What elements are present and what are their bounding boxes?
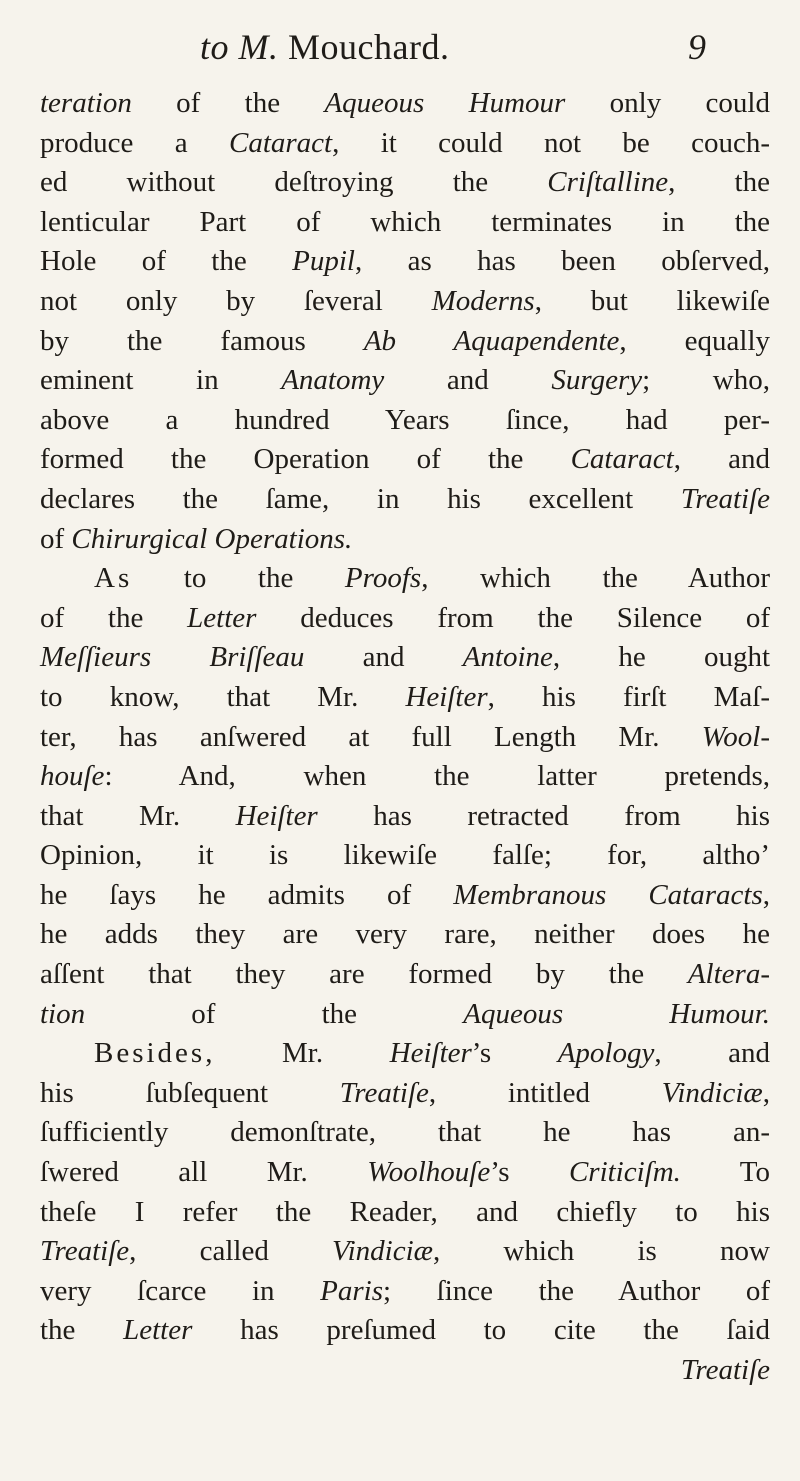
text-segment: Besides, [94, 1037, 216, 1070]
text-line [40, 84, 770, 124]
text-segment: Mr. [215, 1037, 390, 1070]
text-segment: and [384, 364, 552, 397]
text-segment: , called [129, 1235, 333, 1268]
italic-text: Surgery [551, 364, 643, 397]
text-line [40, 1272, 770, 1312]
text-line [40, 203, 770, 243]
text-segment: the [40, 1314, 124, 1347]
text-segment: to know, that Mr. [40, 680, 406, 713]
running-header [0, 20, 800, 80]
text-segment: , which the Author [421, 562, 770, 595]
text-segment: Opinion, it is likewiſe falſe; for, altho’ [40, 839, 770, 872]
italic-text: Ab Aquapendente [363, 324, 620, 357]
text-segment: he ſays he admits of [40, 878, 454, 911]
italic-text: Heiſter [405, 680, 488, 713]
text-segment: ; ſince the Author of [382, 1274, 770, 1307]
italic-text: Cataract [228, 126, 333, 159]
italic-text: Paris [320, 1274, 383, 1307]
text-segment: aſſent that they are formed by the [40, 958, 688, 991]
text-segment: to the [132, 562, 345, 595]
text-segment: ’s [490, 1156, 569, 1189]
italic-text: Aqueous Humour. [463, 997, 770, 1030]
italic-text: Cataract [570, 443, 674, 476]
text-segment: his ſubſequent [40, 1076, 340, 1109]
text-segment: of the [40, 601, 188, 634]
italic-text: Moderns [431, 284, 535, 317]
text-segment: theſe I refer the Reader, and chiefly to his [40, 1195, 770, 1228]
running-title [200, 26, 449, 68]
text-line [40, 1153, 770, 1193]
running-title-name: Mouchard. [278, 27, 450, 67]
text-segment: , and [673, 443, 770, 476]
italic-text: Pupil [292, 245, 355, 278]
italic-text: houſe [40, 760, 105, 793]
text-segment: , intitled [428, 1076, 662, 1109]
text-segment: , equally [619, 324, 770, 357]
text-segment: of [40, 522, 72, 555]
italic-text: tion [40, 997, 86, 1030]
italic-text: Criſtalline [547, 166, 669, 199]
text-line [40, 1193, 770, 1233]
text-segment: ſufficiently demonſtrate, that he has an- [40, 1116, 770, 1149]
text-line [40, 638, 770, 678]
text-segment: above a hundred Years ſince, had per- [40, 403, 770, 436]
text-line [40, 322, 770, 362]
italic-text: Criticiſm. [568, 1156, 681, 1189]
text-segment: eminent in [40, 364, 282, 397]
text-segment: ſwered all Mr. [40, 1156, 368, 1189]
text-segment: , and [654, 1037, 771, 1070]
text-line [40, 440, 770, 480]
italic-text: Proofs [344, 562, 422, 595]
text-segment: by the famous [40, 324, 364, 357]
text-line [40, 757, 770, 797]
text-line [40, 915, 770, 955]
text-segment: of the [85, 997, 464, 1030]
italic-text: Woolhouſe [367, 1156, 491, 1189]
italic-text: Apology [557, 1037, 655, 1070]
text-line [40, 678, 770, 718]
text-segment: , [762, 1076, 770, 1109]
italic-text: Membranous Cataracts [453, 878, 763, 911]
text-segment: : And, when the latter pretends, [104, 760, 770, 793]
text-segment: only could [565, 87, 770, 119]
text-segment: has preſumed to cite the ſaid [192, 1314, 770, 1347]
text-segment: ed without deſtroying the [40, 166, 548, 199]
text-segment: that Mr. [40, 799, 236, 832]
italic-text: Treatiſe [40, 1235, 130, 1268]
text-segment: To [680, 1156, 770, 1189]
text-line [40, 995, 770, 1035]
italic-text: Letter [187, 601, 257, 634]
text-segment: , his firſt Maſ- [487, 680, 770, 713]
text-line [40, 282, 770, 322]
italic-text: Anatomy [281, 364, 385, 397]
text-segment: not only by ſeveral [40, 284, 432, 317]
text-segment: and [304, 641, 463, 674]
italic-text: Aqueous Humour [324, 87, 566, 119]
italic-text: Treatiſe [680, 482, 770, 515]
text-line [40, 797, 770, 837]
text-line [40, 876, 770, 916]
body-text [40, 84, 770, 1391]
text-segment: As [94, 562, 133, 595]
text-line [40, 1113, 770, 1153]
text-segment: declares the ſame, in his excellent [40, 482, 681, 515]
text-line [40, 242, 770, 282]
text-line [40, 124, 770, 164]
text-segment: lenticular Part of which terminates in the [40, 205, 770, 238]
page-number: 9 [688, 27, 706, 67]
text-segment: , the [668, 166, 770, 199]
text-segment: ter, has anſwered at full Length Mr. [40, 720, 702, 753]
text-line [40, 163, 770, 203]
text-line [40, 520, 770, 560]
italic-text: Antoine [462, 641, 553, 674]
italic-text: Treatiſe [339, 1076, 429, 1109]
italic-text: Heiſter [235, 799, 318, 832]
text-line [40, 480, 770, 520]
text-segment: deduces from the Silence of [256, 601, 770, 634]
italic-text: Vindiciæ [332, 1235, 433, 1268]
text-segment: , it could not be couch- [332, 126, 770, 159]
text-segment: of the [131, 87, 325, 119]
italic-text: Meſſieurs Briſſeau [40, 641, 305, 674]
italic-text: Vindiciæ [661, 1076, 763, 1109]
text-segment: very ſcarce in [40, 1274, 321, 1307]
text-segment: ; who, [642, 364, 770, 397]
text-segment: , he ought [552, 641, 771, 674]
text-segment: formed the Operation of the [40, 443, 571, 476]
text-line [40, 401, 770, 441]
italic-text: Altera- [687, 958, 770, 991]
text-line [40, 1034, 770, 1074]
text-line [40, 559, 770, 599]
text-segment: produce a [40, 126, 229, 159]
text-line [40, 599, 770, 639]
italic-text: Heiſter [389, 1037, 472, 1070]
text-segment: Hole of the [40, 245, 293, 278]
text-line [40, 1232, 770, 1272]
text-segment: , but likewiſe [534, 284, 770, 317]
text-segment: he adds they are very rare, neither does he [40, 918, 770, 951]
italic-text: Wool- [701, 720, 770, 753]
text-line [40, 1311, 770, 1351]
running-title-prefix: to [200, 27, 239, 67]
text-segment: , as has been obſerved, [354, 245, 770, 278]
italic-text: Chirurgical Operations. [71, 522, 353, 555]
text-segment: , [762, 878, 770, 911]
text-segment: has retracted from his [317, 799, 770, 832]
italic-text: Treatiſe [680, 1354, 770, 1386]
text-line [40, 361, 770, 401]
text-line [40, 1351, 770, 1391]
text-segment: , which is now [432, 1235, 770, 1268]
text-line [40, 718, 770, 758]
text-line [40, 836, 770, 876]
running-title-abbr: M. [238, 27, 279, 67]
italic-text: Letter [123, 1314, 193, 1347]
italic-text: teration [40, 87, 132, 119]
text-line [40, 1074, 770, 1114]
text-line [40, 955, 770, 995]
text-segment: ’s [471, 1037, 558, 1070]
